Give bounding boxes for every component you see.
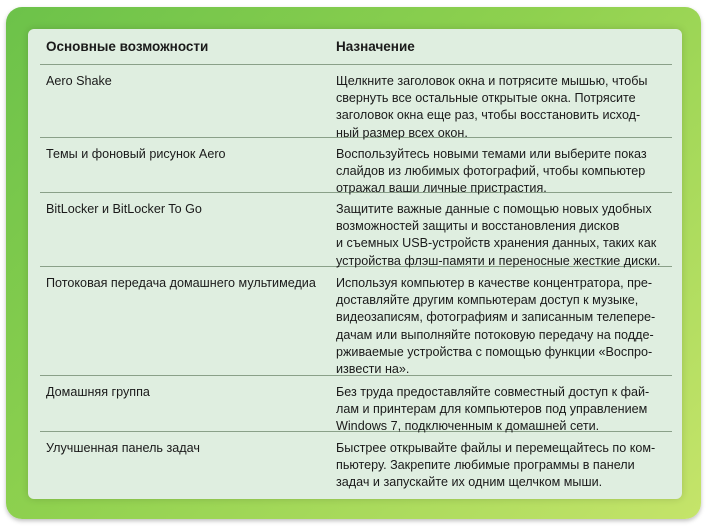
column-header-purpose: Назначение	[336, 39, 415, 54]
feature-cell: Улучшенная панель задач	[46, 441, 200, 455]
table-row	[40, 267, 672, 376]
table-row	[40, 65, 672, 138]
purpose-cell: Защитите важные данные с помощью новых удобных возможностей защиты и восстановления дисков и съемных USB-устройств хранения данных, таких как устройства флэш-памяти и переносные жесткие диски.	[336, 202, 661, 268]
purpose-cell: Используя компьютер в качестве концентратора, пре- доставляйте другим компьютерам доступ к музыке, видеозаписям, фотографиям и записанным телепере- дачам или выполняйте потоковую передачу на подде- рживаемые устройства с помощью функции «Воспро- извести на».	[336, 276, 656, 377]
feature-cell: BitLocker и BitLocker To Go	[46, 202, 202, 216]
purpose-cell: Быстрее открывайте файлы и перемещайтесь по ком- пьютеру. Закрепите любимые программы в панели задач и запускайте их одним щелчком мыши.	[336, 441, 656, 490]
features-table	[28, 29, 682, 499]
table-row	[40, 138, 672, 196]
feature-cell: Домашняя группа	[46, 385, 150, 399]
table-header-row	[40, 29, 672, 65]
feature-cell: Темы и фоновый рисунок Aero	[46, 147, 226, 161]
feature-cell: Aero Shake	[46, 74, 112, 88]
green-frame	[6, 7, 701, 519]
column-header-feature: Основные возможности	[46, 39, 209, 54]
feature-cell: Потоковая передача домашнего мультимедиа	[46, 276, 316, 290]
purpose-cell: Без труда предоставляйте совместный доступ к фай- лам и принтерам для компьютеров под управлением Windows 7, подключенным к домашней сети.	[336, 385, 650, 434]
table-row	[40, 193, 672, 267]
purpose-cell: Щелкните заголовок окна и потрясите мышью, чтобы свернуть все остальные открытые окна. Потрясите заголовок окна еще раз, чтобы восстановить исход- ный размер всех окон.	[336, 74, 648, 140]
table-row	[40, 376, 672, 432]
purpose-cell: Воспользуйтесь новыми темами или выберите показ слайдов из любимых фотографий, чтобы компьютер отражал ваши личные пристрастия.	[336, 147, 647, 196]
table-row	[40, 432, 672, 492]
